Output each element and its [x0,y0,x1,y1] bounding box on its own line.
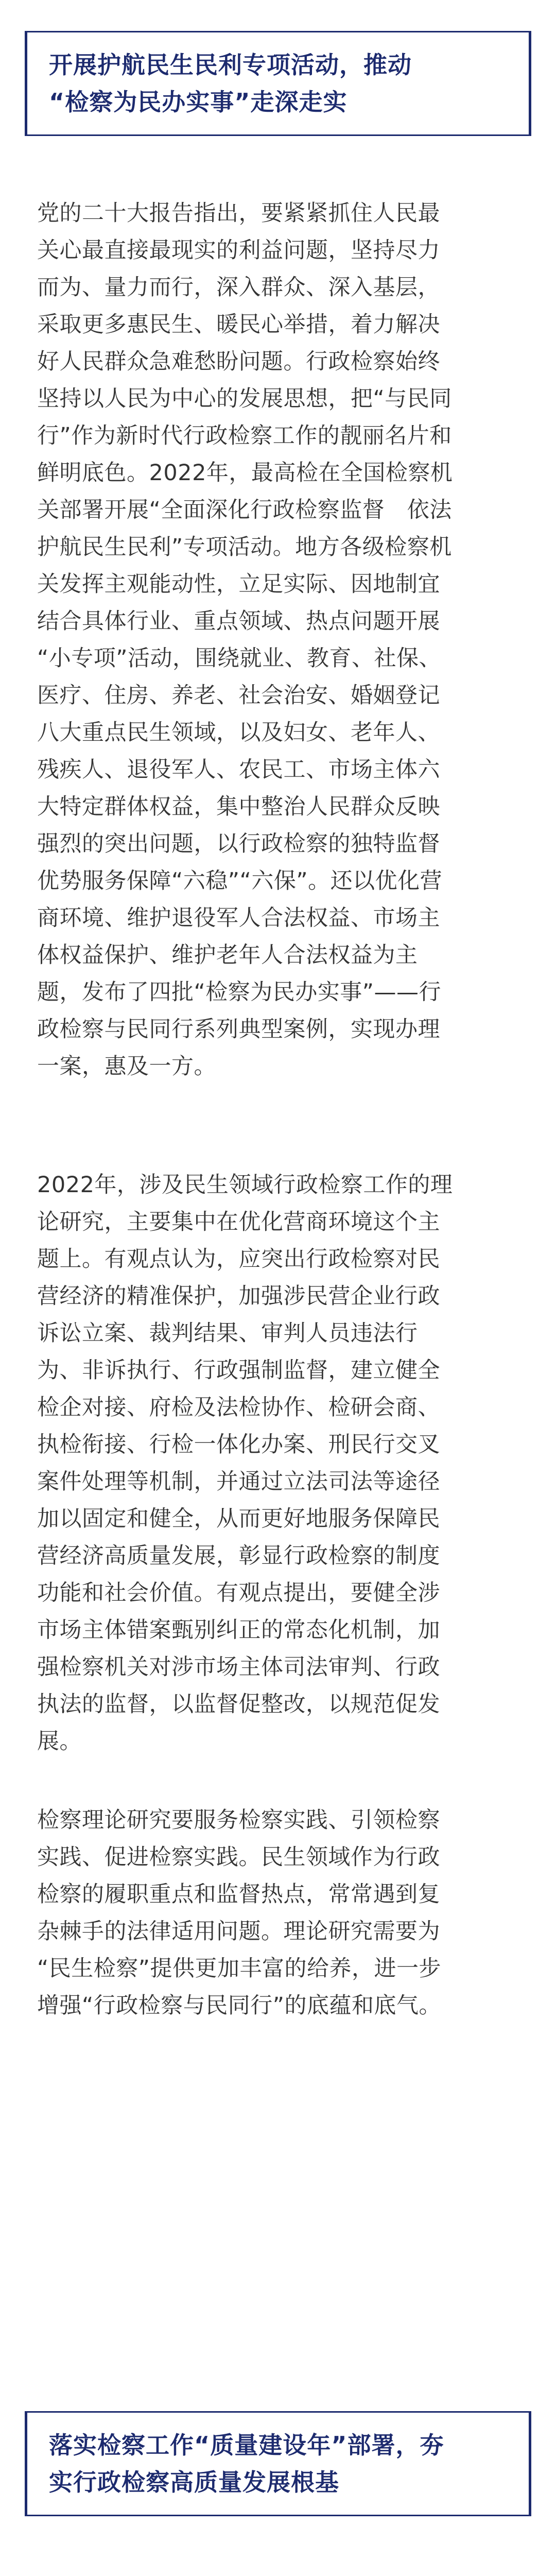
text-line: 论研究，主要集中在优化营商环境这个主 [37,1209,440,1235]
text-line: 党的二十大报告指出，要紧紧抓住人民最 [37,200,440,226]
text-line: 一案，惠及一方。 [37,1054,216,1079]
text-line: 鲜明底色。2022年，最高检在全国检察机 [37,460,453,486]
text-line: “民生检察”提供更加丰富的给养，进一步 [37,1956,442,1981]
text-line: 2022年，涉及民生领域行政检察工作的理 [37,1172,453,1198]
body-paragraph [37,195,525,1085]
text-line: 关发挥主观能动性，立足实际、因地制宜 [37,571,440,597]
text-line: “小专项”活动，围绕就业、教育、社保、 [37,646,442,671]
text-line: 商环境、维护退役军人合法权益、市场主 [37,905,440,931]
text-line: 而为、量力而行，深入群众、深入基层， [37,275,440,300]
body-paragraph [37,1802,525,2024]
text-line: 强检察机关对涉市场主体司法审判、行政 [37,1654,440,1680]
heading-line: 落实检察工作“质量建设年”部署，夯 [49,2431,444,2459]
text-line: 题，发布了四批“检察为民办实事”——行 [37,979,442,1005]
text-line: 诉讼立案、裁判结果、审判人员违法行 [37,1320,418,1346]
text-line: 展。 [37,1728,82,1754]
text-line: 体权益保护、维护老年人合法权益为主 [37,942,418,968]
text-line: 护航民生民利”专项活动。地方各级检察机 [37,534,452,560]
text-line: 执法的监督，以监督促整改，以规范促发 [37,1691,440,1717]
section-heading [25,31,531,136]
heading-line: “检察为民办实事”走深走实 [49,88,348,116]
text-line: 营经济高质量发展，彰显行政检察的制度 [37,1543,440,1569]
text-line: 加以固定和健全，从而更好地服务保障民 [37,1506,440,1532]
text-line: 关心最直接最现实的利益问题，坚持尽力 [37,238,440,263]
text-line: 行”作为新时代行政检察工作的靓丽名片和 [37,423,452,449]
text-line: 强烈的突出问题，以行政检察的独特监督 [37,831,440,857]
text-line: 检企对接、府检及法检协作、检研会商、 [37,1395,440,1420]
text-line: 八大重点民生领域，以及妇女、老年人、 [37,720,440,745]
text-line: 检察的履职重点和监督热点，常常遇到复 [37,1882,440,1907]
text-line: 大特定群体权益，集中整治人民群众反映 [37,794,440,820]
text-line: 残疾人、退役军人、农民工、市场主体六 [37,757,440,783]
text-line: 优势服务保障“六稳”“六保”。还以优化营 [37,868,443,894]
body-paragraph [37,1166,525,1760]
text-line: 关部署开展“全面深化行政检察监督 依法 [37,497,452,523]
text-line: 案件处理等机制，并通过立法司法等途径 [37,1469,440,1495]
text-line: 杂棘手的法律适用问题。理论研究需要为 [37,1919,440,1944]
text-line: 题上。有观点认为，应突出行政检察对民 [37,1246,440,1272]
text-line: 功能和社会价值。有观点提出，要健全涉 [37,1580,440,1606]
text-line: 执检衔接、行检一体化办案、刑民行交叉 [37,1432,440,1458]
text-line: 采取更多惠民生、暖民心举措，着力解决 [37,312,440,337]
section-heading [25,2411,531,2516]
text-line: 政检察与民同行系列典型案例，实现办理 [37,1016,440,1042]
text-line: 营经济的精准保护，加强涉民营企业行政 [37,1283,440,1309]
text-line: 坚持以人民为中心的发展思想，把“与民同 [37,386,452,412]
heading-line: 实行政检察高质量发展根基 [49,2468,339,2496]
text-line: 实践、促进检察实践。民生领域作为行政 [37,1844,440,1870]
text-line: 结合具体行业、重点领域、热点问题开展 [37,608,440,634]
text-line: 增强“行政检察与民同行”的底蕴和底气。 [37,1993,442,2019]
text-line: 医疗、住房、养老、社会治安、婚姻登记 [37,683,440,708]
text-line: 检察理论研究要服务检察实践、引领检察 [37,1807,440,1833]
text-line: 市场主体错案甄别纠正的常态化机制，加 [37,1617,440,1643]
heading-line: 开展护航民生民利专项活动，推动 [49,51,412,79]
text-line: 为、非诉执行、行政强制监督，建立健全 [37,1358,440,1383]
text-line: 好人民群众急难愁盼问题。行政检察始终 [37,349,440,375]
